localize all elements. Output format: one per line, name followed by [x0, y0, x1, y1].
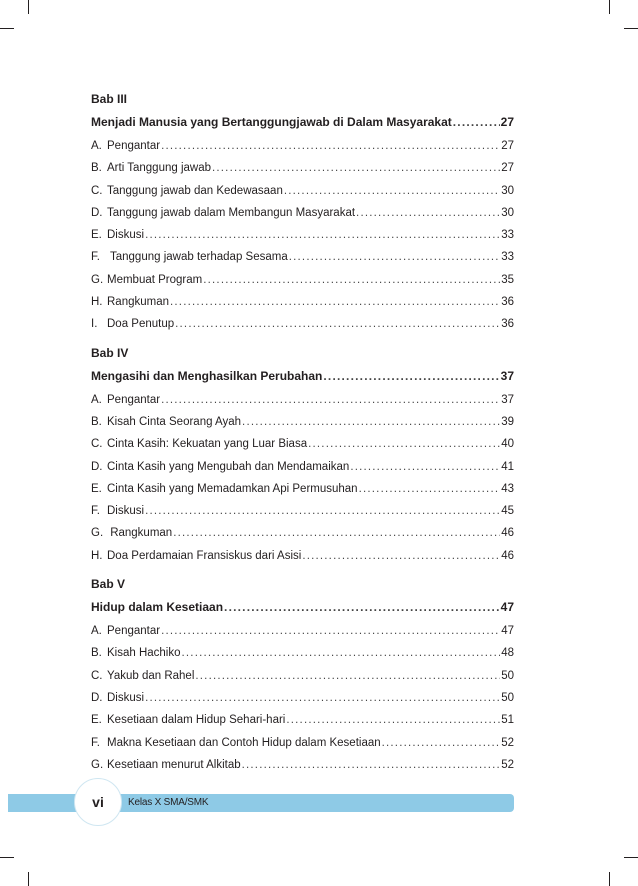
dot-leader	[308, 436, 500, 453]
chapter-title: Mengasihi dan Menghasilkan Perubahan	[91, 368, 323, 383]
entry-label	[91, 481, 358, 498]
entry-text: Rangkuman	[107, 296, 170, 309]
toc-entry[interactable]	[91, 690, 514, 707]
page-ref: 46	[501, 549, 514, 562]
dot-leader	[173, 525, 500, 542]
entry-label	[91, 294, 169, 311]
page-ref: 51	[501, 714, 514, 727]
entry-label	[91, 392, 160, 409]
crop-mark	[28, 872, 29, 886]
chapter-title-entry[interactable]	[91, 114, 514, 131]
entry-label	[91, 249, 288, 266]
entry-label	[91, 548, 301, 565]
dot-leader	[145, 690, 500, 707]
toc-entry[interactable]	[91, 205, 514, 222]
dot-leader	[286, 712, 500, 729]
page-ref: 52	[501, 758, 514, 771]
chapter-label: Bab III	[91, 92, 128, 106]
crop-mark	[609, 0, 610, 14]
entry-label	[91, 436, 307, 453]
chapter-title-entry[interactable]	[91, 599, 514, 616]
toc-entry[interactable]	[91, 459, 514, 476]
dot-leader	[242, 414, 500, 431]
chapter-section	[91, 345, 514, 565]
entry-label	[91, 712, 285, 729]
entry-label	[91, 645, 181, 662]
entry-number: I.	[91, 318, 98, 331]
entry-text: Arti Tanggung jawab	[107, 162, 211, 175]
chapter-title: Hidup dalam Kesetiaan	[91, 600, 224, 615]
entry-number: B.	[91, 162, 102, 175]
page-ref: 40	[501, 438, 514, 451]
entry-label	[91, 316, 174, 333]
entry-number: B.	[91, 647, 102, 660]
dot-leader	[161, 623, 500, 640]
entry-text: Pengantar	[107, 625, 161, 638]
entry-text: Tanggung jawab terhadap Sesama	[107, 251, 288, 264]
entry-label	[91, 160, 211, 177]
entry-label	[91, 668, 194, 685]
entry-text: Kisah Hachiko	[107, 647, 181, 660]
entry-number: C.	[91, 669, 103, 682]
page-ref: 33	[501, 229, 514, 242]
dot-leader	[453, 114, 500, 131]
toc-entry[interactable]	[91, 294, 514, 311]
entry-label	[91, 525, 172, 542]
entry-number: D.	[91, 691, 103, 704]
dot-leader	[170, 294, 500, 311]
chapter-label: Bab IV	[91, 345, 129, 360]
toc-entry[interactable]	[91, 272, 514, 289]
entry-label	[91, 459, 349, 476]
entry-number: H.	[91, 296, 103, 309]
entry-label	[91, 757, 241, 774]
toc-entry[interactable]	[91, 645, 514, 662]
page-ref: 45	[501, 505, 514, 518]
dot-leader	[284, 183, 500, 200]
page-number: vi	[92, 794, 104, 810]
toc-entry[interactable]	[91, 503, 514, 520]
entry-number: C.	[91, 438, 103, 451]
entry-number: E.	[91, 482, 102, 495]
entry-label	[91, 227, 144, 244]
entry-text: Cinta Kasih yang Memadamkan Api Permusuhan	[107, 482, 358, 495]
entry-number: F.	[91, 251, 100, 264]
toc-entry[interactable]	[91, 249, 514, 266]
dot-leader	[224, 599, 500, 616]
entry-number: G.	[91, 758, 104, 771]
chapter-title: Menjadi Manusia yang Bertanggungjawab di Dalam Masyarakat	[91, 115, 452, 129]
page-ref: 48	[501, 647, 514, 660]
entry-text: Diskusi	[107, 691, 145, 704]
entry-text: Cinta Kasih yang Mengubah dan Mendamaikan	[107, 460, 350, 473]
entry-text: Pengantar	[107, 140, 161, 152]
entry-number: D.	[91, 460, 103, 473]
toc-entry[interactable]	[91, 525, 514, 542]
crop-mark	[28, 0, 29, 14]
entry-label	[91, 503, 144, 520]
entry-label	[91, 690, 144, 707]
toc-entry[interactable]	[91, 414, 514, 431]
entry-text: Cinta Kasih: Kekuatan yang Luar Biasa	[107, 438, 308, 451]
toc-entry[interactable]	[91, 548, 514, 565]
dot-leader	[203, 272, 500, 289]
entry-number: B.	[91, 415, 102, 428]
page-ref: 46	[501, 527, 514, 540]
entry-text: Kesetiaan dalam Hidup Sehari-hari	[107, 714, 286, 727]
entry-text: Tanggung jawab dan Kedewasaan	[107, 184, 283, 197]
dot-leader	[356, 205, 500, 222]
entry-text: Membuat Program	[107, 273, 203, 286]
entry-number: G.	[91, 527, 104, 540]
toc-entry[interactable]	[91, 481, 514, 498]
toc-entry[interactable]	[91, 436, 514, 453]
entry-number: A.	[91, 140, 102, 152]
dot-leader	[302, 548, 500, 565]
toc-entry[interactable]	[91, 183, 514, 200]
entry-number: C.	[91, 184, 103, 197]
page-ref: 27	[501, 140, 514, 152]
page-ref: 47	[500, 600, 514, 615]
dot-leader	[242, 757, 501, 774]
dot-leader	[323, 368, 499, 385]
chapter-section	[91, 576, 514, 774]
page-ref: 37	[500, 368, 514, 383]
entry-label	[91, 205, 355, 222]
crop-mark	[609, 872, 610, 886]
dot-leader	[145, 227, 500, 244]
crop-mark	[624, 28, 638, 29]
toc-entry[interactable]	[91, 138, 514, 155]
entry-text: Rangkuman	[107, 527, 173, 540]
entry-text: Doa Penutup	[107, 318, 175, 331]
dot-leader	[175, 316, 500, 333]
entry-text: Doa Perdamaian Fransiskus dari Asisi	[107, 549, 302, 562]
page-ref: 30	[501, 184, 514, 197]
toc-entry[interactable]	[91, 668, 514, 685]
page-ref: 43	[501, 482, 514, 495]
entry-label	[91, 138, 160, 155]
page-ref: 37	[501, 393, 514, 406]
entry-number: E.	[91, 229, 102, 242]
toc-entry[interactable]	[91, 316, 514, 333]
dot-leader	[182, 645, 501, 662]
entry-number: E.	[91, 714, 102, 727]
page-ref: 30	[501, 206, 514, 219]
entry-text: Kisah Cinta Seorang Ayah	[107, 415, 242, 428]
toc-entry[interactable]	[91, 735, 514, 752]
toc-entry[interactable]	[91, 227, 514, 244]
crop-mark	[0, 857, 14, 858]
entry-number: H.	[91, 549, 103, 562]
entry-text: Tanggung jawab dalam Membangun Masyarakat	[107, 206, 356, 219]
chapter-section	[91, 91, 514, 333]
entry-text: Pengantar	[107, 393, 161, 406]
entry-number: A.	[91, 625, 102, 638]
entry-text: Kesetiaan menurut Alkitab	[107, 758, 241, 771]
entry-number: A.	[91, 393, 102, 406]
chapter-label: Bab V	[91, 577, 126, 592]
dot-leader	[212, 160, 500, 177]
entry-text: Diskusi	[107, 505, 145, 518]
page-ref: 33	[501, 251, 514, 264]
book-label: Kelas X SMA/SMK	[128, 797, 209, 808]
dot-leader	[161, 138, 500, 155]
entry-label	[91, 623, 160, 640]
crop-mark	[0, 28, 14, 29]
page-ref: 27	[501, 162, 514, 175]
dot-leader	[289, 249, 500, 266]
table-of-contents	[91, 91, 514, 779]
page-ref: 27	[500, 115, 514, 129]
page-ref: 47	[501, 625, 514, 638]
entry-text: Yakub dan Rahel	[107, 669, 195, 682]
page-ref: 50	[501, 691, 514, 704]
chapter-title-entry[interactable]	[91, 368, 514, 385]
entry-number: G.	[91, 273, 104, 286]
entry-number: F.	[91, 736, 100, 749]
toc-entry[interactable]	[91, 712, 514, 729]
dot-leader	[359, 481, 501, 498]
dot-leader	[382, 735, 501, 752]
entry-number: D.	[91, 206, 103, 219]
dot-leader	[161, 392, 500, 409]
page-ref: 36	[501, 318, 514, 331]
page-ref: 39	[501, 415, 514, 428]
dot-leader	[145, 503, 500, 520]
dot-leader	[195, 668, 500, 685]
toc-entry[interactable]	[91, 160, 514, 177]
entry-label	[91, 414, 241, 431]
toc-entry[interactable]	[91, 392, 514, 409]
toc-entry[interactable]	[91, 757, 514, 774]
entry-label	[91, 183, 283, 200]
dot-leader	[350, 459, 500, 476]
page-ref: 41	[501, 460, 514, 473]
crop-mark	[624, 857, 638, 858]
page-ref: 52	[501, 736, 514, 749]
entry-number: F.	[91, 505, 100, 518]
page-ref: 36	[501, 296, 514, 309]
entry-label	[91, 272, 202, 289]
entry-text: Diskusi	[107, 229, 145, 242]
entry-text: Makna Kesetiaan dan Contoh Hidup dalam Kesetiaan	[107, 736, 381, 749]
page-ref: 35	[501, 273, 514, 286]
entry-label	[91, 735, 381, 752]
toc-entry[interactable]	[91, 623, 514, 640]
page-ref: 50	[501, 669, 514, 682]
